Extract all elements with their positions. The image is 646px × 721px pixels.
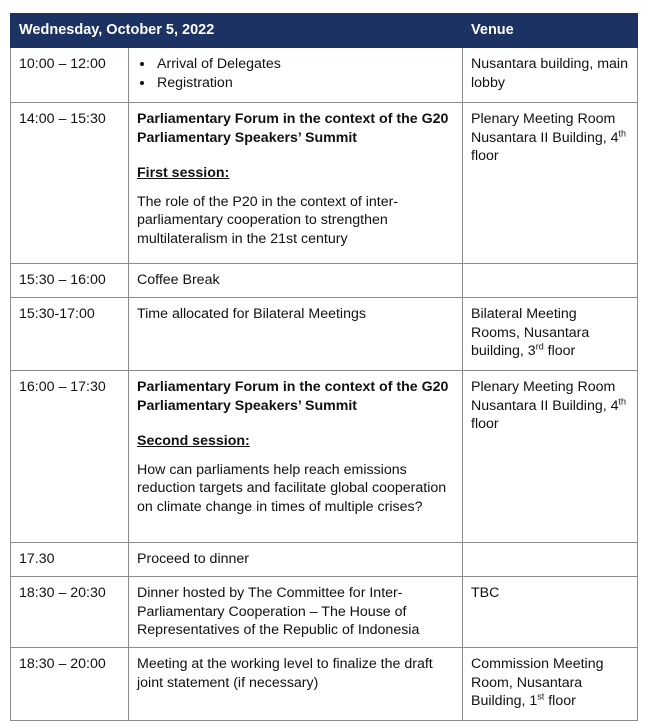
venue-cell: [463, 543, 638, 577]
time-cell: 16:00 – 17:30: [11, 371, 129, 543]
activity-cell: [129, 103, 463, 264]
activity-cell: Dinner hosted by The Committee for Inter-Parliamentary Cooperation – The House of Representatives of the Republic of Indonesia: [129, 577, 463, 648]
session-label: Second session:: [137, 433, 250, 449]
time-cell: 17.30: [11, 543, 129, 577]
venue-text-suffix: floor: [544, 693, 576, 709]
date-header: Wednesday, October 5, 2022: [11, 14, 463, 48]
session-title: Parliamentary Forum in the context of the G20 Parliamentary Speakers’ Summit: [137, 379, 449, 414]
venue-text: Commission Meeting Room, Nusantara Building, 1: [471, 656, 604, 709]
venue-cell: [463, 371, 638, 543]
session-title: Parliamentary Forum in the context of the G20 Parliamentary Speakers’ Summit: [137, 111, 449, 146]
session-description: How can parliaments help reach emissions reduction targets and facilitate global cooperation on climate change in times of multiple crises?: [137, 461, 447, 515]
table-row: [11, 371, 638, 543]
venue-header: Venue: [463, 14, 638, 48]
venue-text: Plenary Meeting Room Nusantara II Building, 4: [471, 379, 619, 414]
table-row: [11, 103, 638, 264]
time-cell: 10:00 – 12:00: [11, 48, 129, 103]
venue-text: Plenary Meeting Room Nusantara II Building, 4: [471, 111, 619, 146]
session-description: The role of the P20 in the context of inter-parliamentary cooperation to strengthen multilateralism in the 21st century: [137, 193, 399, 247]
venue-cell: [463, 264, 638, 298]
activity-cell: Proceed to dinner: [129, 543, 463, 577]
time-cell: 14:00 – 15:30: [11, 103, 129, 264]
time-cell: 18:30 – 20:00: [11, 648, 129, 721]
activity-list: [137, 55, 454, 92]
venue-cell: [463, 648, 638, 721]
table-row: [11, 48, 638, 103]
table-header-row: [11, 14, 638, 48]
list-item: • Arrival of Delegates: [155, 55, 454, 74]
venue-text-suffix: floor: [471, 416, 499, 432]
table-row: [11, 577, 638, 648]
table-row: [11, 264, 638, 298]
venue-ordinal: th: [618, 127, 627, 138]
activity-cell: Time allocated for Bilateral Meetings: [129, 298, 463, 371]
venue-cell: Nusantara building, main lobby: [463, 48, 638, 103]
venue-cell: [463, 103, 638, 264]
activity-cell: [129, 371, 463, 543]
venue-ordinal: th: [618, 395, 627, 406]
activity-cell: [129, 48, 463, 103]
table-row: [11, 543, 638, 577]
schedule-table: [10, 13, 638, 721]
time-cell: 15:30 – 16:00: [11, 264, 129, 298]
venue-text: Bilateral Meeting Rooms, Nusantara building, 3: [471, 306, 590, 359]
activity-cell: Coffee Break: [129, 264, 463, 298]
session-label: First session:: [137, 165, 230, 181]
venue-ordinal: rd: [535, 341, 544, 352]
table-row: [11, 298, 638, 371]
table-row: [11, 648, 638, 721]
venue-text-suffix: floor: [543, 343, 576, 359]
time-cell: 15:30-17:00: [11, 298, 129, 371]
venue-ordinal: st: [537, 691, 545, 702]
activity-cell: Meeting at the working level to finalize the draft joint statement (if necessary): [129, 648, 463, 721]
venue-text-suffix: floor: [471, 148, 499, 164]
venue-cell: [463, 298, 638, 371]
time-cell: 18:30 – 20:30: [11, 577, 129, 648]
venue-cell: TBC: [463, 577, 638, 648]
list-item: • Registration: [155, 74, 454, 93]
